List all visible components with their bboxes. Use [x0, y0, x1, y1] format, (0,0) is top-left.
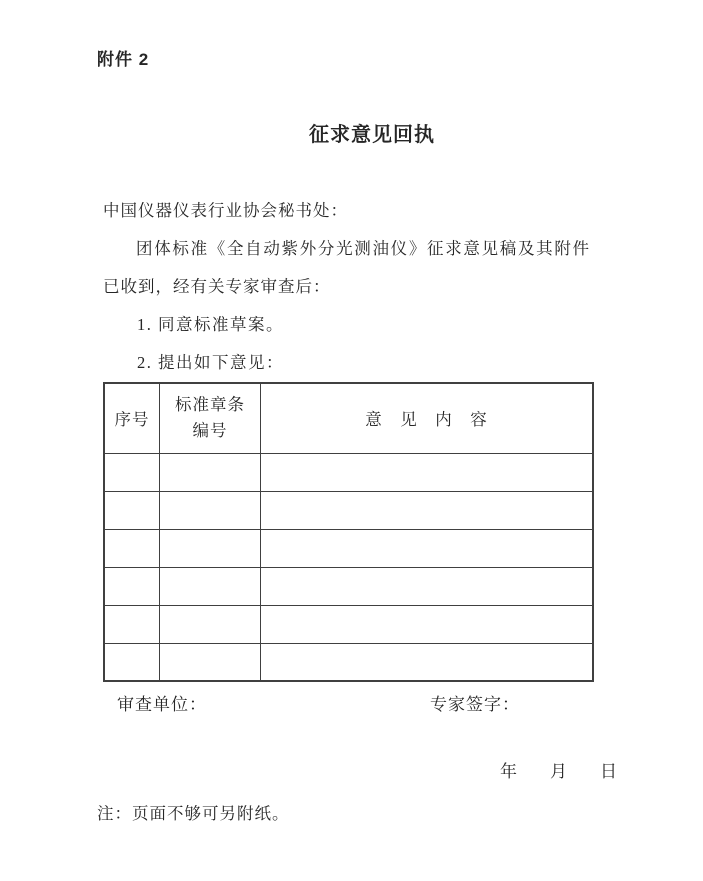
empty-cell — [261, 605, 594, 643]
table-row — [104, 643, 593, 681]
header-opinion-content: 意 见 内 容 — [261, 383, 594, 453]
header-standard-clause-line2: 编号 — [192, 421, 228, 441]
body-paragraph: 团体标准《全自动紫外分光测油仪》征求意见稿及其附件已收到，经有关专家审查后： — [103, 239, 590, 296]
table-row — [104, 491, 593, 529]
table-row — [104, 529, 593, 567]
empty-cell — [104, 453, 160, 491]
date-day-label: 日 — [600, 762, 617, 781]
date-year-label: 年 — [500, 762, 517, 781]
header-sequence-number: 序号 — [104, 383, 160, 453]
list-item-2: 2. 提出如下意见： — [137, 353, 284, 372]
empty-cell — [160, 529, 261, 567]
salutation-line: 中国仪器仪表行业协会秘书处： — [103, 201, 348, 220]
list-item-1: 1. 同意标准草案。 — [137, 315, 284, 334]
empty-cell — [261, 643, 594, 681]
empty-cell — [160, 567, 261, 605]
empty-cell — [104, 529, 160, 567]
empty-cell — [160, 643, 261, 681]
header-standard-clause-number — [160, 383, 261, 453]
empty-cell — [104, 605, 160, 643]
document-title: 征求意见回执 — [309, 124, 435, 146]
signature-row — [103, 686, 590, 724]
empty-cell — [160, 605, 261, 643]
date-line — [500, 753, 617, 791]
header-standard-clause-line1: 标准章条 — [175, 395, 245, 415]
empty-cell — [104, 643, 160, 681]
attachment-label: 附件 2 — [97, 50, 150, 69]
empty-cell — [261, 453, 594, 491]
empty-cell — [104, 567, 160, 605]
table-header-row — [104, 383, 593, 453]
empty-cell — [261, 529, 594, 567]
opinion-table — [103, 382, 594, 682]
table-row — [104, 453, 593, 491]
expert-signature-label: 专家签字： — [430, 695, 520, 714]
document-body — [97, 192, 617, 833]
table-row — [104, 605, 593, 643]
table-body — [104, 453, 593, 681]
table-row — [104, 567, 593, 605]
footnote: 注：页面不够可另附纸。 — [97, 804, 290, 823]
review-unit-label: 审查单位： — [117, 695, 207, 714]
empty-cell — [160, 491, 261, 529]
empty-cell — [160, 453, 261, 491]
date-month-label: 月 — [550, 762, 567, 781]
empty-cell — [261, 567, 594, 605]
empty-cell — [104, 491, 160, 529]
empty-cell — [261, 491, 594, 529]
